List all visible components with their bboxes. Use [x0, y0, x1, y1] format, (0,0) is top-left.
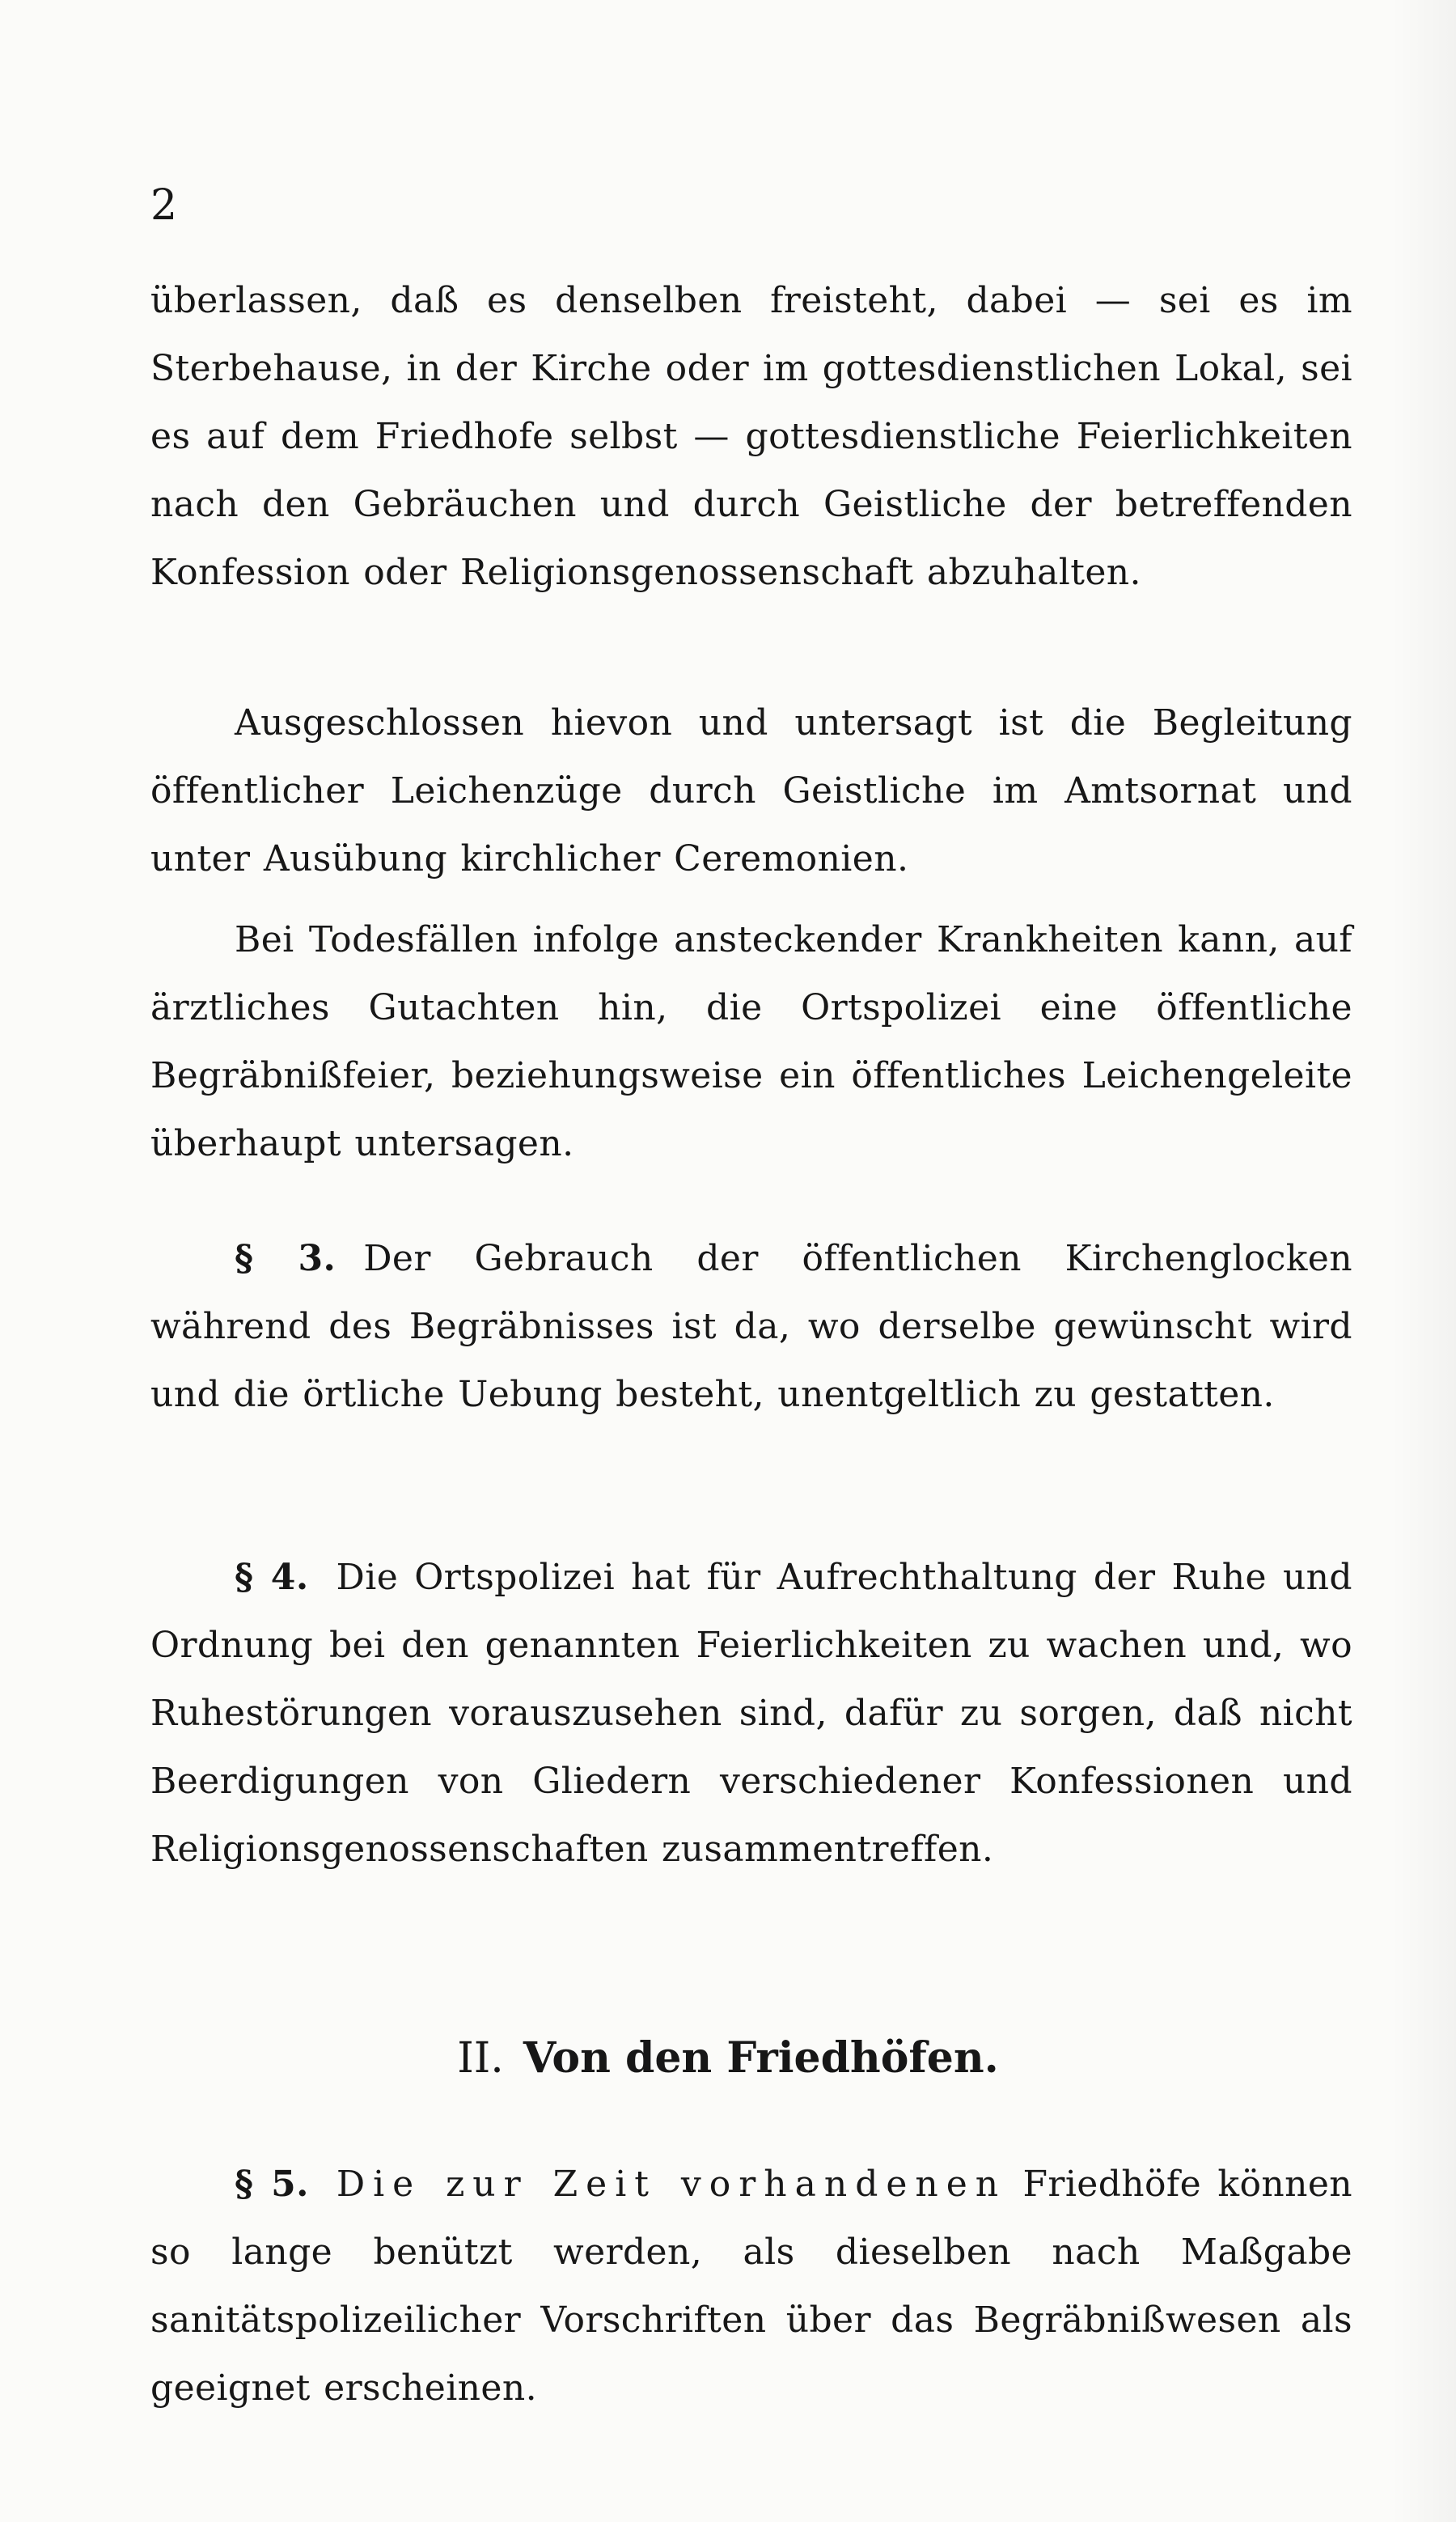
section-3-text: Der Gebrauch der öffentlichen Kirchenglocken während des Begräbnisses ist da, wo derselbe gewünscht wird und die örtliche Uebung besteht, unentgeltlich zu gestatten.	[150, 1238, 1352, 1415]
section-4-mark: § 4.	[235, 1557, 309, 1598]
section-3-paragraph	[150, 1225, 1352, 1429]
paragraph-continuation: überlassen, daß es denselben freisteht, dabei — sei es im Sterbehause, in der Kirche oder im gottesdienstlichen Lokal, sei es auf dem Friedhofe selbst — gottesdienstliche Feierlichkeiten nach den Gebräuchen und durch Geistliche der betreffenden Konfession oder Religionsgenossenschaft abzuhalten.	[150, 280, 1352, 593]
section-3-mark: § 3.	[235, 1238, 336, 1279]
section-4-paragraph	[150, 1544, 1352, 1884]
paragraph-todesfaelle: Bei Todesfällen infolge ansteckender Krankheiten kann, auf ärztliches Gutachten hin, die Ortspolizei eine öffentliche Begräbnißfeier, beziehungsweise ein öffentliches Leichengeleite überhaupt untersagen.	[150, 919, 1352, 1164]
section-4-text: Die Ortspolizei hat für Aufrechthaltung der Ruhe und Ordnung bei den genannten Feierlichkeiten zu wachen und, wo Ruhestörungen vorauszusehen sind, dafür zu sorgen, daß nicht Beerdigungen von Gliedern verschiedener Konfessionen und Religionsgenossenschaften zusammentreffen.	[150, 1557, 1352, 1870]
section-5-spaced-text: Die zur Zeit vorhandenen	[336, 2164, 1007, 2205]
paragraph-ausgeschlossen: Ausgeschlossen hievon und untersagt ist die Begleitung öffentlicher Leichenzüge durch Geistliche im Amtsornat und unter Ausübung kirchlicher Ceremonien.	[150, 702, 1352, 880]
chapter-number: II.	[457, 2034, 504, 2083]
section-5-paragraph	[150, 2151, 1352, 2422]
page-number: 2	[150, 181, 179, 230]
section-5-text: Friedhöfe können so lange benützt werden, als dieselben nach Maßgabe sanitätspolizeilicher Vorschriften über das Begräbnißwesen als geeignet erscheinen.	[150, 2164, 1352, 2409]
section-5-mark: § 5.	[235, 2164, 309, 2205]
chapter-heading	[0, 2033, 1456, 2083]
page-edge-shadow	[1391, 0, 1456, 2522]
chapter-title: Von den Friedhöfen.	[523, 2033, 999, 2083]
